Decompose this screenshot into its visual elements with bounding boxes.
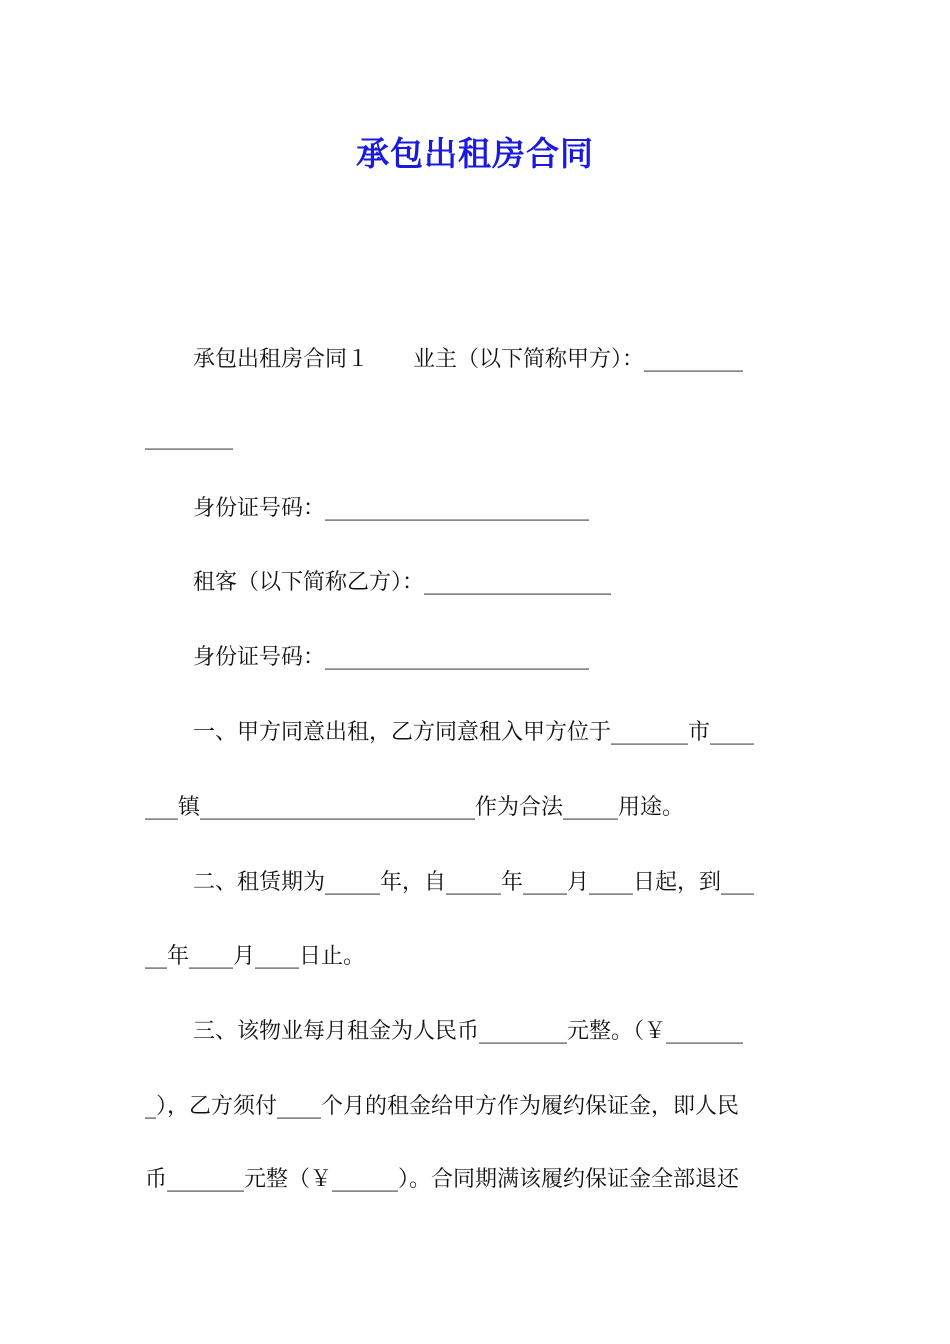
paragraph-line-1: 承包出租房合同１ 业主（以下简称甲方）：_________ <box>193 347 744 372</box>
paragraph-line-2: ________ <box>145 425 233 450</box>
paragraph-line-8: 二、租赁期为_____年，自_____年____月____日起，到___ <box>193 870 755 895</box>
paragraph-line-3: 身份证号码：________________________ <box>193 496 590 521</box>
paragraph-line-7: ___镇_________________________作为合法_____用途。 <box>145 795 685 820</box>
paragraph-line-5: 身份证号码：________________________ <box>193 645 590 670</box>
paragraph-line-12: 币_______元整（￥______）。合同期满该履约保证金全部退还 <box>145 1167 740 1192</box>
paragraph-line-11: _），乙方须付____个月的租金给甲方作为履约保证金，即人民 <box>145 1094 740 1119</box>
paragraph-line-9: __年____月____日止。 <box>145 944 366 969</box>
paragraph-line-4: 租客（以下简称乙方）：_________________ <box>193 570 612 595</box>
paragraph-line-6: 一、甲方同意出租，乙方同意租入甲方位于_______市____ <box>193 720 755 745</box>
paragraph-line-10: 三、该物业每月租金为人民币________元整。（￥_______ <box>193 1019 744 1044</box>
document-title: 承包出租房合同 <box>356 134 594 173</box>
